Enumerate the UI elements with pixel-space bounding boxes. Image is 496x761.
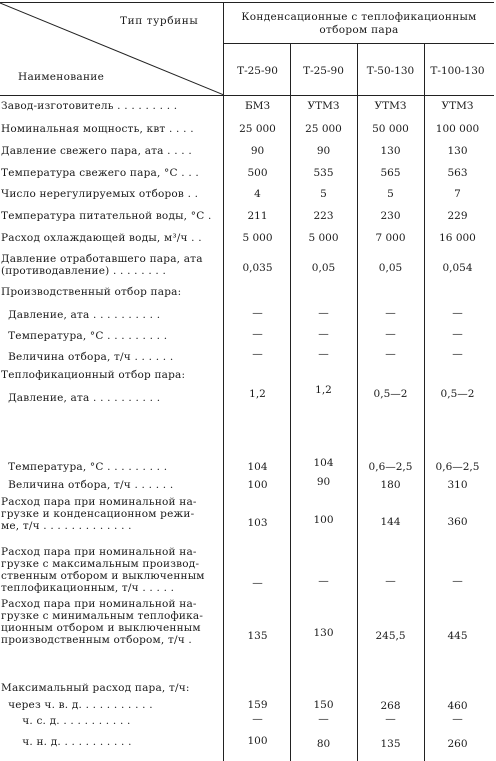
table-cell: 130 <box>313 627 334 639</box>
table-cell: 310 <box>447 479 468 491</box>
row-label: Теплофикационный отбор пара: <box>1 369 186 381</box>
table-cell: — <box>452 348 463 360</box>
table-cell: — <box>252 307 263 319</box>
table-cell: 90 <box>316 145 331 157</box>
table-cell: 211 <box>247 210 268 222</box>
table-cell: — <box>385 575 396 587</box>
table-cell: 229 <box>447 210 468 222</box>
table-cell: — <box>385 713 396 725</box>
table-cell: 1,2 <box>249 388 266 400</box>
column-header: Т-100-130 <box>430 65 485 77</box>
table-cell: 535 <box>313 167 334 179</box>
table-cell: БМЗ <box>244 100 270 112</box>
table-cell: 1,2 <box>315 384 332 396</box>
row-label: Максимальный расход пара, т/ч: <box>1 682 190 694</box>
turbine-group-label-line2: отбором пара <box>319 24 399 36</box>
table-cell: 25 000 <box>305 123 342 135</box>
table-header <box>0 2 494 96</box>
row-label: ч. с. д. . . . . . . . . . . <box>1 715 131 727</box>
row-label: Производственный отбор пара: <box>1 286 182 298</box>
table-cell: 260 <box>447 738 468 750</box>
name-label: Наименование <box>18 71 105 83</box>
table-cell: — <box>318 348 329 360</box>
row-label: Давление, ата . . . . . . . . . . <box>1 392 161 404</box>
row-label: Расход пара при номинальной на- грузке и конденсационном режи- ме, т/ч . . . . . . . . . . . . . <box>1 496 197 532</box>
table-cell: — <box>452 307 463 319</box>
table-cell: 445 <box>447 630 468 642</box>
table-cell: — <box>252 713 263 725</box>
table-cell: 135 <box>380 738 401 750</box>
table-cell: 7 <box>454 188 461 200</box>
table-cell: 0,6—2,5 <box>435 461 480 473</box>
table-cell: — <box>318 713 329 725</box>
row-label: Величина отбора, т/ч . . . . . . <box>1 479 174 491</box>
table-cell: 50 000 <box>372 123 409 135</box>
table-cell: — <box>252 577 263 589</box>
table-cell: — <box>318 307 329 319</box>
row-label: Давление свежего пара, ата . . . . <box>1 145 192 157</box>
table-cell: 0,05 <box>311 262 336 274</box>
table-cell: 104 <box>247 461 268 473</box>
table-cell: 80 <box>316 738 331 750</box>
column-header: Т-25-90 <box>237 65 278 77</box>
table-cell: 0,054 <box>442 262 473 274</box>
row-label: Завод-изготовитель . . . . . . . . . <box>1 100 178 112</box>
turbine-group-label-line1: Конденсационные с теплофикационным <box>241 11 477 23</box>
table-cell: — <box>385 348 396 360</box>
table-cell: 223 <box>313 210 334 222</box>
table-cell: 25 000 <box>239 123 276 135</box>
table-cell: 5 <box>320 188 327 200</box>
table-cell: 460 <box>447 700 468 712</box>
table-cell: 0,05 <box>378 262 403 274</box>
row-label: Температура, °С . . . . . . . . . <box>1 461 168 473</box>
table-cell: 104 <box>313 457 334 469</box>
table-cell: 100 <box>247 479 268 491</box>
table-cell: 90 <box>316 476 331 488</box>
table-cell: 5 000 <box>242 232 273 244</box>
table-cell: 159 <box>247 699 268 711</box>
turbine-type-label: Тип турбины <box>120 15 199 27</box>
row-label: Давление, ата . . . . . . . . . . <box>1 309 161 321</box>
row-label: Давление отработавшего пара, ата (противодавление) . . . . . . . . <box>1 253 203 277</box>
table-cell: 500 <box>247 167 268 179</box>
row-label: Расход пара при номинальной на- грузке с минимальным теплофика- ционным отбором и выключенным производственным отбором, т/ч . <box>1 598 204 646</box>
table-cell: 563 <box>447 167 468 179</box>
table-cell: — <box>385 307 396 319</box>
table-cell: 103 <box>247 517 268 529</box>
table-cell: 144 <box>380 516 401 528</box>
row-label: Температура питательной воды, °С . <box>1 210 212 222</box>
row-label: Число нерегулируемых отборов . . <box>1 188 199 200</box>
table-cell: 360 <box>447 516 468 528</box>
table-cell: 130 <box>447 145 468 157</box>
table-cell: 180 <box>380 479 401 491</box>
table-cell: 0,5—2 <box>373 388 408 400</box>
table-cell: 245,5 <box>375 630 406 642</box>
row-label: Расход охлаждающей воды, м³/ч . . <box>1 232 202 244</box>
table-cell: — <box>385 328 396 340</box>
row-label: Температура, °С . . . . . . . . . <box>1 330 168 342</box>
row-label: через ч. в. д. . . . . . . . . . . <box>1 699 153 711</box>
table-cell: 100 <box>247 735 268 747</box>
table-cell: 100 <box>313 514 334 526</box>
header-group-divider <box>223 43 494 44</box>
table-cell: УТМЗ <box>307 100 340 112</box>
table-cell: УТМЗ <box>441 100 474 112</box>
table-cell: 130 <box>380 145 401 157</box>
table-cell: 5 <box>387 188 394 200</box>
table-cell: — <box>252 328 263 340</box>
table-cell: 150 <box>313 699 334 711</box>
table-cell: — <box>452 575 463 587</box>
table-cell: 7 000 <box>375 232 406 244</box>
table-cell: 565 <box>380 167 401 179</box>
row-label: Номинальная мощность, квт . . . . <box>1 123 194 135</box>
table-cell: 0,5—2 <box>440 388 475 400</box>
column-header: Т-50-130 <box>366 65 415 77</box>
table-cell: 90 <box>250 145 265 157</box>
table-cell: — <box>452 328 463 340</box>
table-cell: 135 <box>247 630 268 642</box>
table-cell: — <box>252 348 263 360</box>
table-cell: 0,035 <box>242 262 273 274</box>
table-cell: 5 000 <box>308 232 339 244</box>
table-cell: 268 <box>380 700 401 712</box>
turbine-group-label <box>224 11 494 37</box>
table-cell: — <box>452 713 463 725</box>
table-cell: 16 000 <box>439 232 476 244</box>
table-cell: — <box>318 575 329 587</box>
table-cell: 0,6—2,5 <box>368 461 413 473</box>
row-label: ч. н. д. . . . . . . . . . . <box>1 736 132 748</box>
row-label: Величина отбора, т/ч . . . . . . <box>1 351 174 363</box>
row-label: Температура свежего пара, °С . . . <box>1 167 199 179</box>
table-cell: 4 <box>254 188 261 200</box>
table-cell: 100 000 <box>435 123 480 135</box>
table-cell: УТМЗ <box>374 100 407 112</box>
table-cell: 230 <box>380 210 401 222</box>
column-header: Т-25-90 <box>303 65 344 77</box>
table-cell: — <box>318 328 329 340</box>
row-label: Расход пара при номинальной на- грузке с максимальным производ- ственным отбором и выключенным теплофикационным, т/ч . . . . . <box>1 546 205 594</box>
